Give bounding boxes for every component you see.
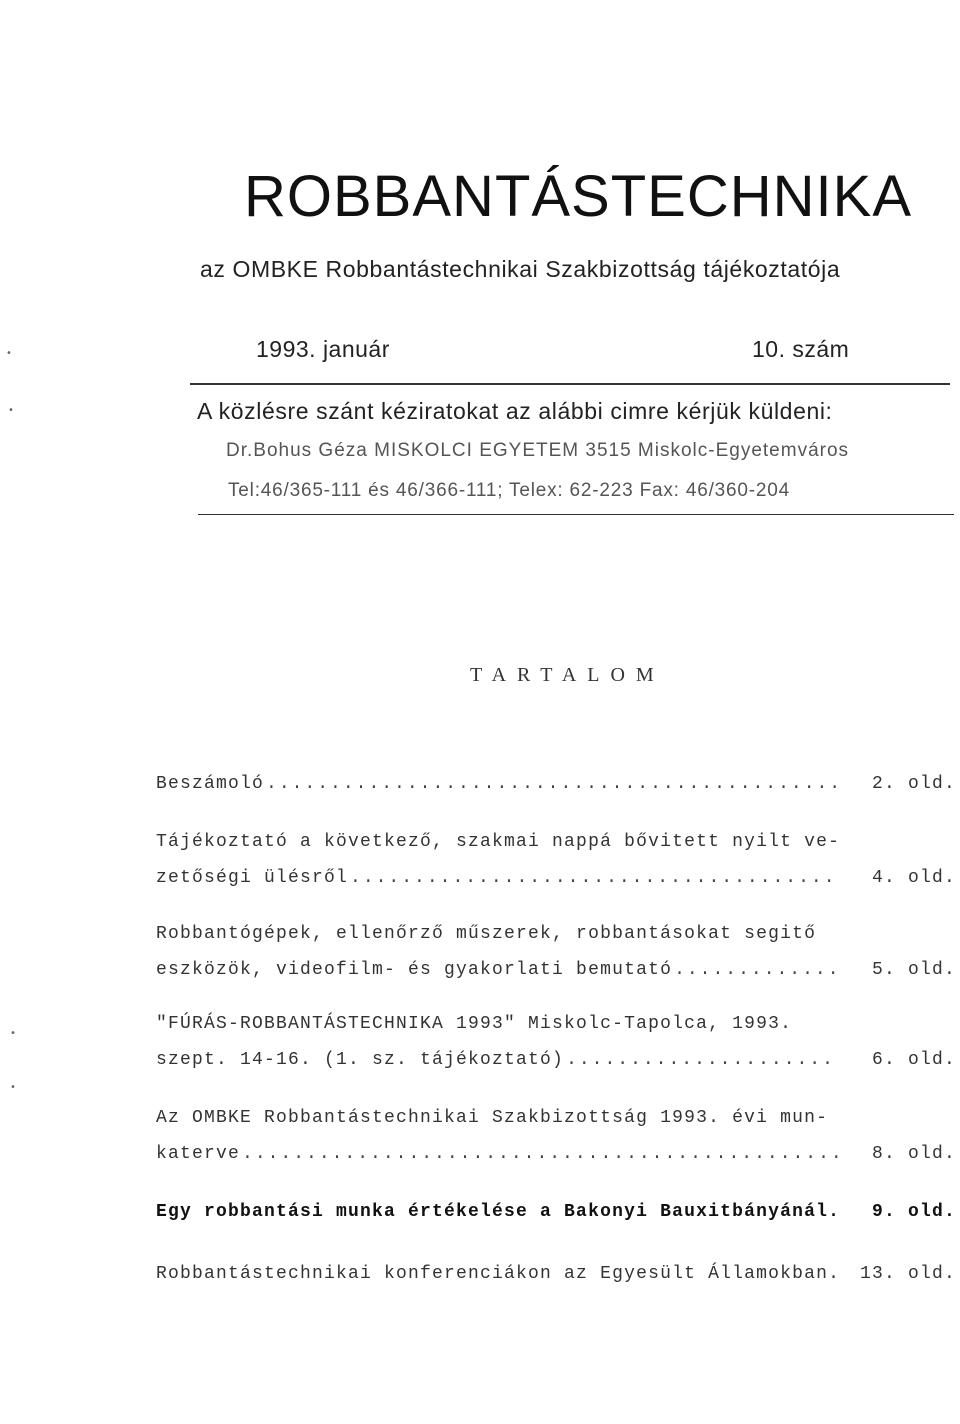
dot-leader <box>566 1050 838 1070</box>
toc-entry <box>156 1202 956 1238</box>
toc-entry-page: 2. old. <box>871 774 956 794</box>
toc-entry <box>156 1014 956 1086</box>
dot-leader <box>674 960 838 980</box>
toc-entry-title-continued: szept. 14-16. (1. sz. tájékoztató) <box>156 1050 565 1070</box>
scan-mark: • <box>10 1082 16 1093</box>
toc-entry-title: Egy robbantási munka értékelése a Bakonyi Bauxitbányánál. <box>156 1202 841 1222</box>
issue-number: 10. szám <box>752 336 850 362</box>
toc-entry <box>156 1108 956 1180</box>
toc-entry-page: 5. old. <box>871 960 956 980</box>
toc-entry-page: 13. old. <box>859 1264 956 1284</box>
toc-entry-title: Az OMBKE Robbantástechnikai Szakbizottság 1993. évi mun- <box>156 1108 829 1128</box>
toc-entry <box>156 774 956 810</box>
toc-entry-title-continued: eszközök, videofilm- és gyakorlati bemutató <box>156 960 673 980</box>
scan-mark: • <box>8 405 14 416</box>
masthead-subtitle: az OMBKE Robbantástechnikai Szakbizottság tájékoztatója <box>200 256 841 282</box>
scan-mark: • <box>6 348 12 359</box>
toc-entry-title-continued: katerve <box>156 1144 241 1164</box>
toc-entry <box>156 832 956 904</box>
editor-phone-numbers: Tel:46/365-111 és 46/366-111; Telex: 62-223 Fax: 46/360-204 <box>228 480 790 501</box>
dot-leader <box>266 774 838 794</box>
header-divider-top <box>190 383 950 385</box>
toc-entry-title-continued: zetőségi ülésről <box>156 868 349 888</box>
toc-entry-page: 8. old. <box>871 1144 956 1164</box>
dot-leader <box>242 1144 838 1164</box>
submission-request: A közlésre szánt kéziratokat az alábbi cimre kérjük küldeni: <box>197 398 833 424</box>
issue-date: 1993. január <box>256 336 390 362</box>
toc-entry <box>156 924 956 996</box>
toc-entry-title: Beszámoló <box>156 774 265 794</box>
toc-entry-title: Robbantástechnikai konferenciákon az Egyesült Államokban. <box>156 1264 841 1284</box>
scan-mark: • <box>10 1028 16 1039</box>
toc-entry-page: 4. old. <box>871 868 956 888</box>
header-divider-bottom <box>198 514 954 515</box>
editor-address: Dr.Bohus Géza MISKOLCI EGYETEM 3515 Miskolc-Egyetemváros <box>226 440 850 461</box>
toc-entry-page: 6. old. <box>871 1050 956 1070</box>
toc-entry-page: 9. old. <box>871 1202 956 1222</box>
toc-entry-title: Tájékoztató a következő, szakmai nappá bővitett nyilt ve- <box>156 832 841 852</box>
toc-entry <box>156 1264 956 1300</box>
toc-entry-title: Robbantógépek, ellenőrző műszerek, robbantásokat segitő <box>156 924 817 944</box>
masthead-title: ROBBANTÁSTECHNIKA <box>244 164 912 229</box>
toc-heading: TARTALOM <box>470 664 665 686</box>
toc-entry-title: "FÚRÁS-ROBBANTÁSTECHNIKA 1993" Miskolc-Tapolca, 1993. <box>156 1014 793 1034</box>
dot-leader <box>350 868 838 888</box>
